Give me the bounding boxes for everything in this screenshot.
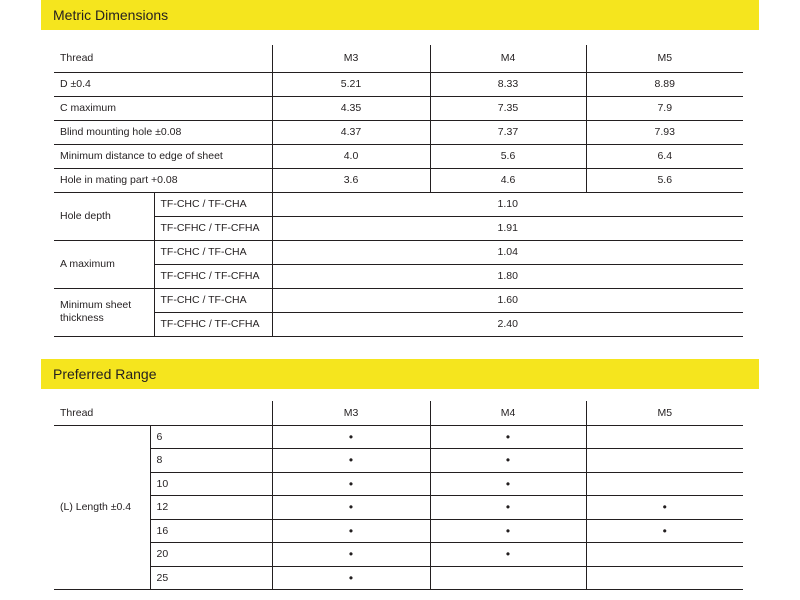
metric-value-m3: 5.21 (272, 72, 430, 96)
availability-m5 (586, 496, 743, 520)
part-type-label: TF-CHC / TF-CHA (154, 240, 272, 264)
availability-m3 (272, 566, 430, 590)
metric-header-row (54, 45, 743, 72)
available-bullet-icon: • (348, 547, 354, 562)
preferred-range-table (54, 401, 743, 590)
m3-header: M3 (272, 45, 430, 72)
metric-group-value: 1.60 (272, 288, 743, 312)
availability-m3 (272, 449, 430, 473)
available-bullet-icon: • (505, 476, 511, 491)
metric-row-label: Hole in mating part +0.08 (54, 168, 272, 192)
available-bullet-icon: • (348, 500, 354, 515)
availability-m4 (430, 425, 586, 449)
availability-m5 (586, 543, 743, 567)
metric-group-row (54, 192, 743, 216)
m4-header: M4 (430, 401, 586, 425)
metric-group-value: 1.10 (272, 192, 743, 216)
available-bullet-icon: • (348, 429, 354, 444)
metric-value-m5: 7.9 (586, 96, 743, 120)
length-row (54, 425, 743, 449)
part-type-label: TF-CHC / TF-CHA (154, 192, 272, 216)
length-value: 6 (150, 425, 272, 449)
availability-m4 (430, 449, 586, 473)
metric-group-row (54, 240, 743, 264)
preferred-range-title: Preferred Range (53, 366, 157, 382)
availability-m3 (272, 543, 430, 567)
available-bullet-icon: • (348, 523, 354, 538)
metric-dimensions-title: Metric Dimensions (53, 7, 169, 23)
metric-row-label: C maximum (54, 96, 272, 120)
metric-row (54, 96, 743, 120)
available-bullet-icon: • (348, 476, 354, 491)
part-type-label: TF-CHC / TF-CHA (154, 288, 272, 312)
m4-header: M4 (430, 45, 586, 72)
metric-value-m5: 5.6 (586, 168, 743, 192)
length-row (54, 496, 743, 520)
metric-value-m4: 4.6 (430, 168, 586, 192)
metric-row (54, 120, 743, 144)
length-row (54, 472, 743, 496)
metric-row-label: D ±0.4 (54, 72, 272, 96)
availability-m4 (430, 566, 586, 590)
preferred-header-row (54, 401, 743, 425)
metric-row-label: Blind mounting hole ±0.08 (54, 120, 272, 144)
availability-m5 (586, 425, 743, 449)
availability-m5 (586, 449, 743, 473)
length-value: 10 (150, 472, 272, 496)
length-row (54, 543, 743, 567)
part-type-label: TF-CFHC / TF-CFHA (154, 264, 272, 288)
length-value: 12 (150, 496, 272, 520)
metric-group-row (54, 264, 743, 288)
metric-value-m3: 4.0 (272, 144, 430, 168)
available-bullet-icon: • (662, 523, 667, 538)
m5-header: M5 (586, 401, 743, 425)
available-bullet-icon: • (505, 500, 511, 515)
m3-header: M3 (272, 401, 430, 425)
metric-group-value: 2.40 (272, 312, 743, 336)
length-row (54, 566, 743, 590)
length-value: 16 (150, 519, 272, 543)
length-label: (L) Length ±0.4 (54, 425, 150, 590)
m5-header: M5 (586, 45, 743, 72)
metric-row (54, 144, 743, 168)
availability-m5 (586, 566, 743, 590)
metric-row (54, 72, 743, 96)
metric-value-m3: 3.6 (272, 168, 430, 192)
part-type-label: TF-CFHC / TF-CFHA (154, 216, 272, 240)
metric-value-m4: 7.37 (430, 120, 586, 144)
metric-value-m4: 5.6 (430, 144, 586, 168)
availability-m3 (272, 472, 430, 496)
metric-group-label: Minimum sheet thickness (54, 288, 154, 336)
available-bullet-icon: • (348, 570, 354, 585)
length-row (54, 519, 743, 543)
metric-group-value: 1.04 (272, 240, 743, 264)
metric-value-m4: 8.33 (430, 72, 586, 96)
metric-value-m5: 7.93 (586, 120, 743, 144)
metric-group-value: 1.80 (272, 264, 743, 288)
part-type-label: TF-CFHC / TF-CFHA (154, 312, 272, 336)
metric-dimensions-table (54, 45, 743, 337)
available-bullet-icon: • (505, 547, 511, 562)
availability-m3 (272, 496, 430, 520)
availability-m4 (430, 543, 586, 567)
length-value: 25 (150, 566, 272, 590)
length-value: 20 (150, 543, 272, 567)
availability-m4 (430, 496, 586, 520)
availability-m4 (430, 519, 586, 543)
metric-value-m3: 4.37 (272, 120, 430, 144)
metric-value-m4: 7.35 (430, 96, 586, 120)
available-bullet-icon: • (505, 523, 511, 538)
availability-m5 (586, 519, 743, 543)
available-bullet-icon: • (662, 500, 667, 515)
metric-group-row (54, 288, 743, 312)
metric-value-m3: 4.35 (272, 96, 430, 120)
metric-row (54, 168, 743, 192)
thread-header: Thread (54, 401, 272, 425)
metric-group-row (54, 216, 743, 240)
thread-header: Thread (54, 45, 272, 72)
metric-group-value: 1.91 (272, 216, 743, 240)
availability-m4 (430, 472, 586, 496)
length-value: 8 (150, 449, 272, 473)
available-bullet-icon: • (348, 453, 354, 468)
metric-group-label: Hole depth (54, 192, 154, 240)
preferred-range-header-band (41, 359, 759, 389)
available-bullet-icon: • (505, 453, 511, 468)
available-bullet-icon: • (505, 429, 511, 444)
metric-value-m5: 8.89 (586, 72, 743, 96)
availability-m3 (272, 519, 430, 543)
availability-m3 (272, 425, 430, 449)
metric-group-label: A maximum (54, 240, 154, 288)
length-row (54, 449, 743, 473)
metric-group-row (54, 312, 743, 336)
metric-value-m5: 6.4 (586, 144, 743, 168)
availability-m5 (586, 472, 743, 496)
metric-row-label: Minimum distance to edge of sheet (54, 144, 272, 168)
metric-dimensions-header-band (41, 0, 759, 30)
